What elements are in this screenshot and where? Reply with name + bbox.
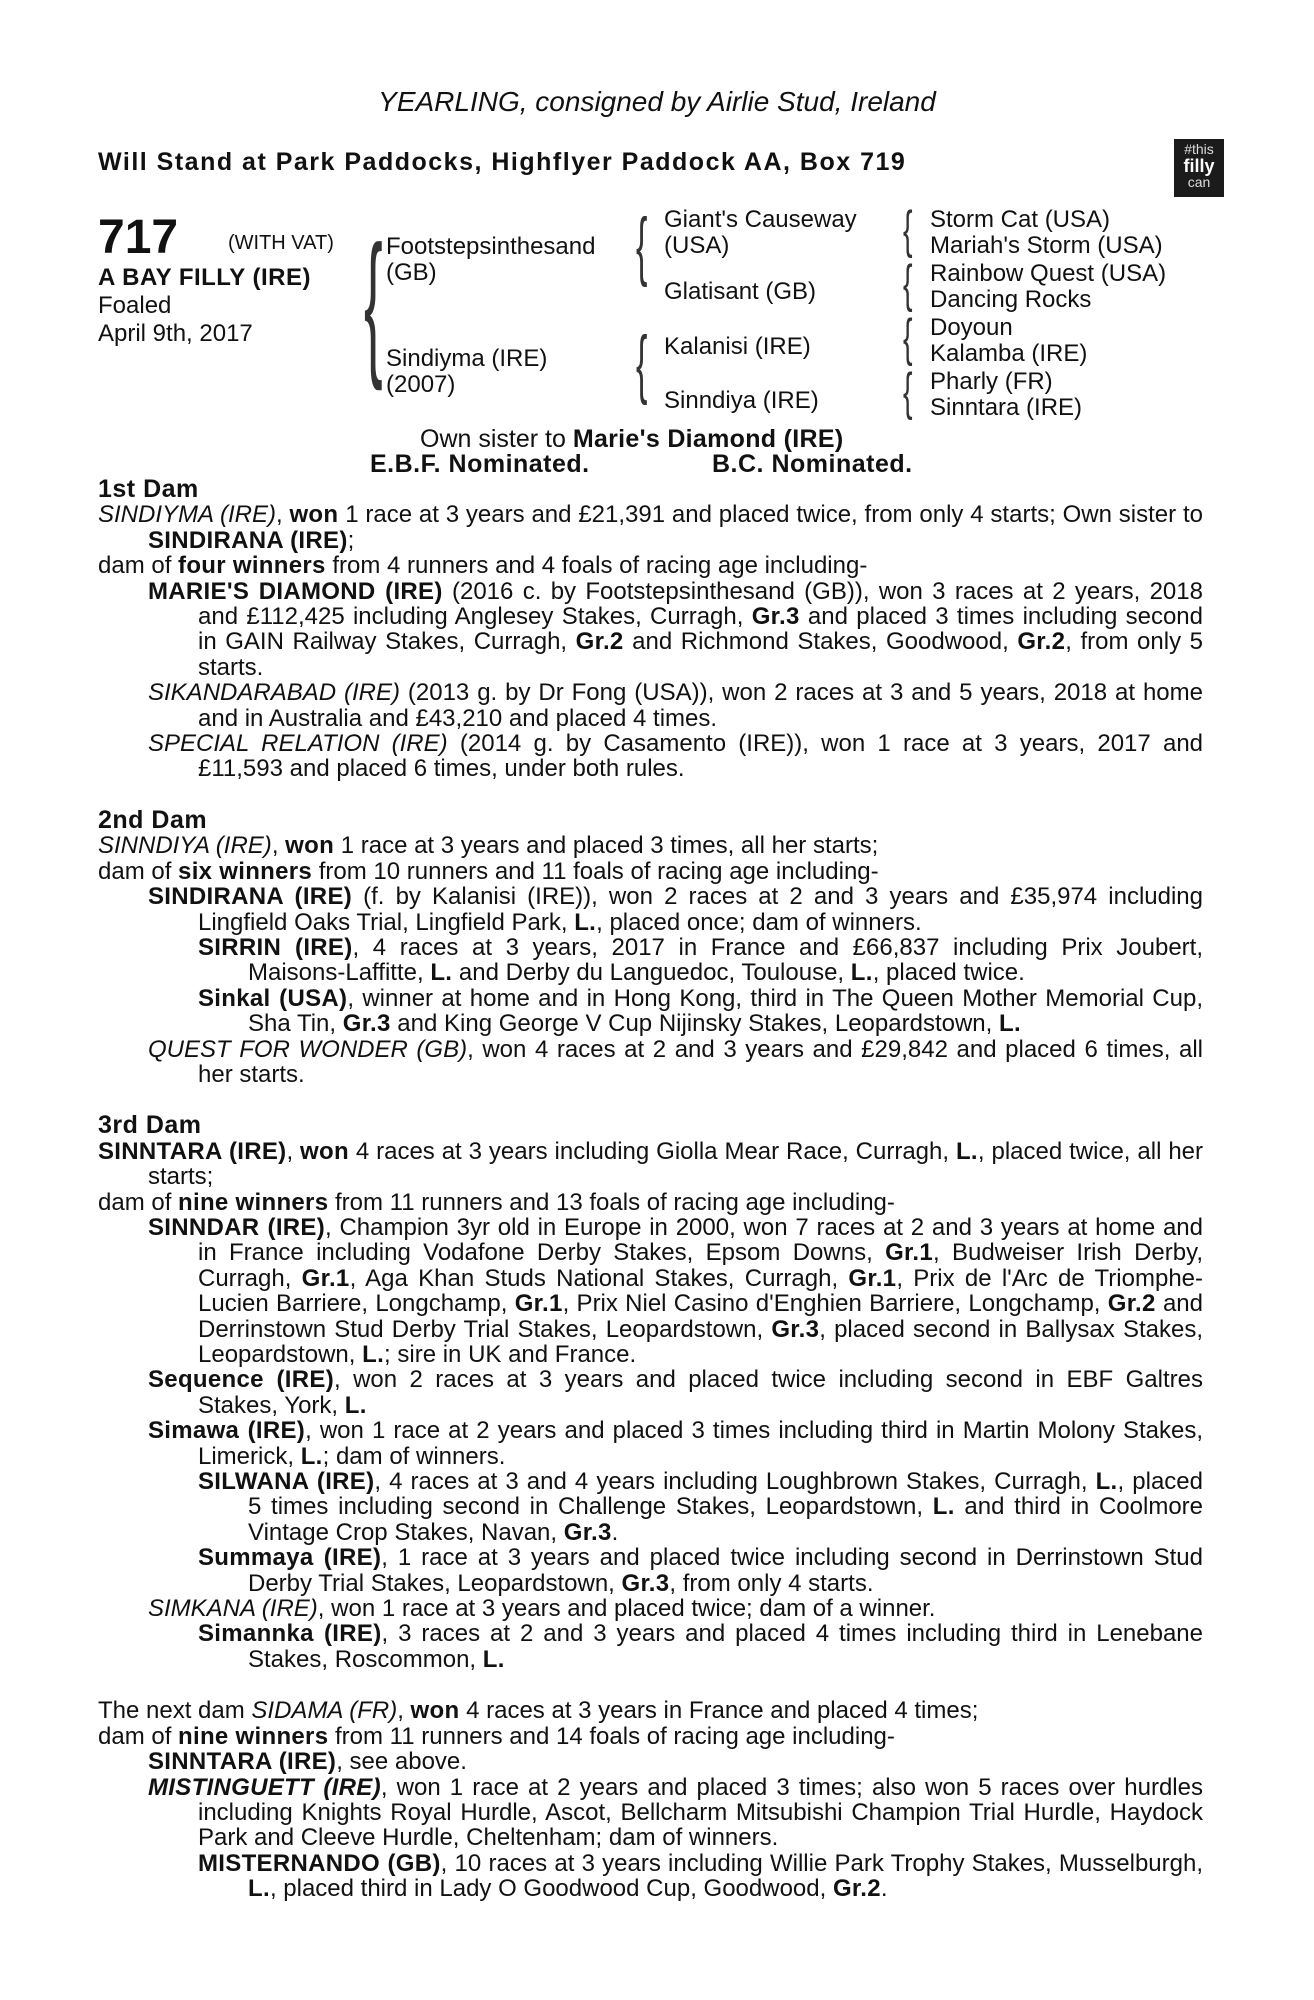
dam-name: Sindiyma (IRE) [386, 345, 548, 372]
produce-entry: Simawa (IRE), won 1 race at 2 years and placed 3 times including third in Martin Molony Stakes, Limerick, L.; dam of winners. [148, 1417, 1204, 1470]
this-filly-can-logo: #this filly can [1174, 139, 1224, 197]
produce-entry: MISTERNANDO (GB), 10 races at 3 years including Willie Park Trophy Stakes, Musselburgh, L., placed third in Lady O Goodwood Cup, Goodwood, Gr.2. [198, 1849, 1203, 1903]
ped-ssd: Mariah's Storm (USA) [930, 232, 1163, 259]
ped-ddd: Sinntara (IRE) [930, 394, 1083, 421]
produce-entry: QUEST FOR WONDER (GB), won 4 races at 2 and 3 years and £29,842 and placed 6 times, all her starts. [148, 1035, 1204, 1088]
pedigree-brace-ss: { [903, 201, 913, 259]
pedigree-brace-sd: { [903, 255, 913, 313]
sire-sire-country: (USA) [664, 232, 730, 259]
dam-summary: SINDIYMA (IRE), won 1 race at 3 years and £21,391 and placed twice, from only 4 starts; Own sister to SINDIRANA (IRE); [98, 501, 1203, 554]
next-dam-summary: The next dam SIDAMA (FR), won 4 races at 3 years in France and placed 4 times; [98, 1697, 979, 1725]
section-3rd-dam: 3rd Dam [98, 1111, 202, 1140]
lot-name: A BAY FILLY (IRE) [98, 264, 311, 291]
dam-sire: Kalanisi (IRE) [664, 333, 811, 360]
produce-entry: SINNTARA (IRE), see above. [148, 1748, 467, 1776]
ped-sds: Rainbow Quest (USA) [930, 260, 1167, 287]
produce-entry: Simannka (IRE), 3 races at 2 and 3 years and placed 4 times including third in Lenebane Stakes, Roscommon, L. [198, 1620, 1203, 1673]
pedigree-brace-ds: { [903, 309, 913, 367]
ebf-nomination: E.B.F. Nominated. [370, 450, 590, 478]
page-heading: YEARLING, consigned by Airlie Stud, Ireland [378, 86, 936, 117]
sire-name: Footstepsinthesand [386, 233, 596, 260]
pedigree-brace-dam: { [636, 321, 648, 406]
pedigree-brace-main: { [364, 212, 383, 391]
pedigree-brace-dd: { [903, 363, 913, 421]
produce-entry: MARIE'S DIAMOND (IRE) (2016 c. by Footstepsinthesand (GB)), won 3 races at 2 years, 2018 and £112,425 including Anglesey Stakes, Curragh, Gr.3 and placed 3 times including second in GAIN Railway Stakes, Curragh, Gr.2 and Richmond Stakes, Goodwood, Gr.2, from only 5 starts. [148, 577, 1203, 681]
dam-dam: Sinndiya (IRE) [664, 387, 819, 414]
ped-sss: Storm Cat (USA) [930, 206, 1111, 233]
dam-year: (2007) [386, 371, 456, 398]
section-1st-dam: 1st Dam [98, 475, 199, 503]
foaled-date: April 9th, 2017 [98, 320, 253, 347]
vat-note: (WITH VAT) [228, 232, 334, 254]
sire-sire: Giant's Causeway [664, 206, 857, 233]
produce-entry: SINDIRANA (IRE) (f. by Kalanisi (IRE)), won 2 races at 2 and 3 years and £35,974 including Lingfield Oaks Trial, Lingfield Park, L., placed once; dam of winners. [148, 883, 1203, 936]
produce-entry: SPECIAL RELATION (IRE) (2014 g. by Casamento (IRE)), won 1 race at 3 years, 2017 and £11,593 and placed 6 times, under both rules. [148, 730, 1204, 783]
foaled-label: Foaled [98, 292, 172, 319]
produce-entry: SIKANDARABAD (IRE) (2013 g. by Dr Fong (USA)), won 2 races at 3 and 5 years, 2018 at home and in Australia and £43,210 and placed 4 times. [148, 679, 1203, 732]
stand-location: Will Stand at Park Paddocks, Highflyer Paddock AA, Box 719 [98, 148, 907, 176]
produce-entry: SILWANA (IRE), 4 races at 3 and 4 years including Loughbrown Stakes, Curragh, L., placed 5 times including second in Challenge Stakes, Leopardstown, L. and third in Coolmore Vintage Crop Stakes, Navan, Gr.3. [198, 1468, 1204, 1546]
sire-dam: Glatisant (GB) [664, 278, 817, 305]
produce-entry: Sinkal (USA), winner at home and in Hong Kong, third in The Queen Mother Memorial Cup, Sha Tin, Gr.3 and King George V Cup Nijinsky Stakes, Leopardstown, L. [198, 984, 1204, 1038]
ped-dds: Pharly (FR) [930, 368, 1053, 395]
own-sister-note: Own sister to Marie's Diamond (IRE) [420, 425, 844, 453]
bc-nomination: B.C. Nominated. [712, 450, 913, 478]
produce-entry: SINNDAR (IRE), Champion 3yr old in Europe in 2000, won 7 races at 2 and 3 years at home and in France including Vodafone Derby Stakes, Epsom Downs, Gr.1, Budweiser Irish Derby, Curragh, Gr.1, Aga Khan Studs National Stakes, Curragh, Gr.1, Prix de l'Arc de Triomphe-Lucien Barriere, Longchamp, Gr.1, Prix Niel Casino d'Enghien Barriere, Longchamp, Gr.2 and Derrinstown Stud Derby Trial Stakes, Leopardstown, Gr.3, placed second in Ballysax Stakes, Leopardstown, L.; sire in UK and France. [148, 1213, 1204, 1368]
produce-entry: Summaya (IRE), 1 race at 3 years and placed twice including second in Derrinstown Stud Derby Trial Stakes, Leopardstown, Gr.3, from only 4 starts. [198, 1544, 1203, 1597]
produce-entry: SIRRIN (IRE), 4 races at 3 years, 2017 in France and £66,837 including Prix Joubert, Maisons-Laffitte, L. and Derby du Languedoc, Toulouse, L., placed twice. [198, 933, 1203, 987]
catalogue-body: 1st Dam SINDIYMA (IRE), won 1 race at 3 years and £21,391 and placed twice, from only 4 starts; Own sister to SINDIRANA (IRE); dam of four winners from 4 runners and 4 foals of racing age including- MARIE'S DIAMOND (IRE) (2016 c. by Footstepsinthesand (GB)), won 3 races at 2 years, 2018 and £112,425 including Anglesey Stakes, Curragh, Gr.3 and placed 3 times including second in GAIN Railway Stakes, Curragh, Gr.2 and Richmond Stakes, Goodwood, Gr.2, from only 5 starts. SIKANDARABAD (IRE) (2013 g. by Dr Fong (USA)), won 2 races at 3 and 5 years, 2018 at home and in Australia and £43,210 and placed 4 times. SPECIAL RELATION (IRE) (2014 g. by Casamento (IRE)), won 1 race at 3 years, 2017 and £11,593 and placed 6 times, under both rules. 2nd Dam SINNDIYA (IRE), won 1 race at 3 years and placed 3 times, all her starts; dam of six winners from 10 runners and 11 foals of racing age including- SINDIRANA (IRE) (f. by Kalanisi (IRE)), won 2 races at 2 and 3 years and £35,974 including Lingfield Oaks Trial, Lingfield Park, L., placed once; dam of winners. SIRRIN (IRE), 4 races at 3 years, 2017 in France and £66,837 including Prix Joubert, Maisons-Laffitte, L. and Derby du Languedoc, Toulouse, L., placed twice. Sinkal (USA), winner at home and in Hong Kong, third in The Queen Mother Memorial Cup, Sha Tin, Gr.3 and King George V Cup Nijinsky Stakes, Leopardstown, L. QUEST FOR WONDER (GB), won 4 races at 2 and 3 years and £29,842 and placed 6 times, all her starts. 3rd Dam SINNTARA (IRE), won 4 races at 3 years including Giolla Mear Race, Curragh, L., placed twice, all her starts; dam of nine winners from 11 runners and 13 foals of racing age including- SINNDAR (IRE), Champion 3yr old in Europe in 2000, won 7 races at 2 and 3 years at home and in France including Vodafone Derby Stakes, Epsom Downs, Gr.1, Budweiser Irish Derby, Curragh, Gr.1, Aga Khan Studs National Stakes, Curragh, Gr.1, Prix de l'Arc de Triomphe-Lucien Barriere, Longchamp, Gr.1, Prix Niel Casino d'Enghien Barriere, Longchamp, Gr.2 and Derrinstown Stud Derby Trial Stakes, Leopardstown, Gr.3, placed second in Ballysax Stakes, Leopardstown, L.; sire in UK and France. Sequence (IRE), won 2 races at 3 years and placed twice including second in EBF Galtres Stakes, York, L. Simawa (IRE), won 1 race at 2 years and placed 3 times including third in Martin Molony Stakes, Limerick, L.; dam of winners. SILWANA (IRE), 4 races at 3 and 4 years including Loughbrown Stakes, Curragh, L., placed 5 times including second in Challenge Stakes, Leopardstown, L. and third in Coolmore Vintage Crop Stakes, Navan, Gr.3. Summaya (IRE), 1 race at 3 years and placed twice including second in Derrinstown Stud Derby Trial Stakes, Leopardstown, Gr.3, from only 4 starts. SIMKANA (IRE), won 1 race at 3 years and placed twice; dam of a winner. Simannka (IRE), 3 races at 2 and 3 years and placed 4 times including third in Lenebane Stakes, Roscommon, L. The next dam SIDAMA (FR), won 4 races at 3 years in France and placed 4 times; dam of nine winners from 11 runners and 14 foals of racing age including- SINNTARA (IRE), see above. MISTINGUETT (IRE), won 1 race at 2 years and placed 3 times; also won 5 races over hurdles including Knights Royal Hurdle, Ascot, Bellcharm Mitsubishi Champion Trial Hurdle, Haydock Park and Cleeve Hurdle, Cheltenham; dam of winners. MISTERNANDO (GB), 10 races at 3 years including Willie Park Trophy Stakes, Musselburgh, L., placed third in Lady O Goodwood Cup, Goodwood, Gr.2. [98, 475, 1204, 1903]
ped-dsd: Kalamba (IRE) [930, 340, 1088, 367]
produce-entry: Sequence (IRE), won 2 races at 3 years and placed twice including second in EBF Galtres Stakes, York, L. [148, 1366, 1203, 1419]
pedigree-brace-sire: { [636, 203, 648, 288]
section-2nd-dam: 2nd Dam [98, 805, 208, 834]
ped-sdd: Dancing Rocks [930, 286, 1092, 313]
produce-entry: SIMKANA (IRE), won 1 race at 3 years and placed twice; dam of a winner. [148, 1595, 936, 1623]
lot-number: 717 [98, 211, 179, 264]
sire-country: (GB) [386, 259, 437, 286]
ped-dss: Doyoun [930, 314, 1013, 341]
produce-entry: MISTINGUETT (IRE), won 1 race at 2 years and placed 3 times; also won 5 races over hurdles including Knights Royal Hurdle, Ascot, Bellcharm Mitsubishi Champion Trial Hurdle, Haydock Park and Cleeve Hurdle, Cheltenham; dam of winners. [148, 1773, 1203, 1852]
